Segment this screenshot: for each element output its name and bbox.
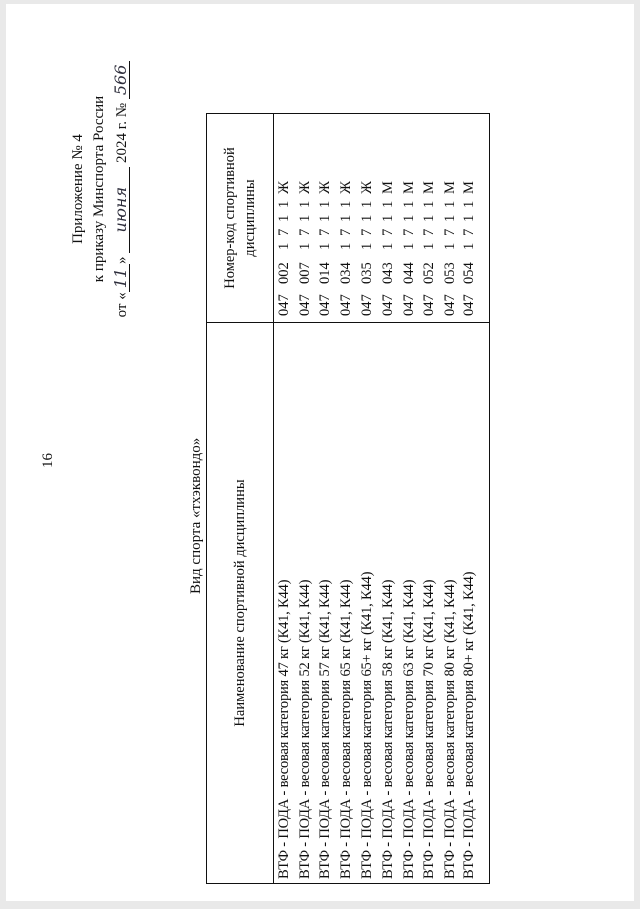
date-prefix: от « [114,292,130,318]
code-part: 7 [461,228,478,236]
code-part: 014 [317,262,334,284]
code-part: 1 [296,200,313,208]
code-part: 047 [359,294,376,316]
code-part: 7 [275,228,292,236]
code-part: 1 [359,200,376,208]
order-number-handwritten: 566 [112,61,130,100]
code-part: Ж [296,181,313,194]
code-part: 1 [442,214,459,222]
code-part: 1 [421,200,438,208]
table-row [357,114,378,884]
code-part: 1 [379,200,396,208]
code-part: 047 [338,294,355,316]
code-part: 1 [421,214,438,222]
code-part: 007 [296,262,313,284]
code-part: 7 [338,228,355,236]
code-part: 044 [400,262,417,284]
discipline-name-cell: ВТФ - ПОДА - весовая категория 80 кг (К41, К44) [440,323,461,884]
table-body [274,114,490,884]
code-part: М [400,181,417,194]
table-header-row [207,114,274,884]
code-part: 1 [461,214,478,222]
discipline-code-cell [336,114,357,323]
code-part: 047 [275,294,292,316]
code-part: 053 [442,262,459,284]
discipline-name-cell: ВТФ - ПОДА - весовая категория 65 кг (К41, К44) [336,323,357,884]
code-part: 054 [461,262,478,284]
code-part: М [461,181,478,194]
code-part: 1 [461,200,478,208]
table-row [440,114,461,884]
code-part: 1 [296,214,313,222]
date-mid: » [114,256,130,264]
code-part: 1 [461,242,478,250]
table-row [295,114,316,884]
discipline-code-cell [357,114,378,323]
appendix-date-line [112,29,133,349]
code-part: 7 [317,228,334,236]
date-month-handwritten: июня [112,167,130,253]
code-part: 034 [338,262,355,284]
code-part: 1 [296,242,313,250]
code-part: 047 [400,294,417,316]
code-part: 043 [379,262,396,284]
code-part: 1 [421,242,438,250]
date-year: 2024 г. № [114,102,130,163]
discipline-code-cell [420,114,441,323]
rotated-page [6,4,640,909]
appendix-order: к приказу Минспорта России [91,95,107,283]
discipline-code-cell [295,114,316,323]
code-part: 1 [379,242,396,250]
discipline-name-cell: ВТФ - ПОДА - весовая категория 70 кг (К41, К44) [420,323,441,884]
discipline-name-cell: ВТФ - ПОДА - весовая категория 52 кг (К41, К44) [295,323,316,884]
code-part: 1 [359,242,376,250]
code-part: 7 [359,228,376,236]
discipline-name-cell: ВТФ - ПОДА - весовая категория 47 кг (К41, К44) [274,323,295,884]
header-discipline-code [207,114,274,323]
header-discipline-name: Наименование спортивной дисциплины [207,323,274,884]
code-part: 7 [400,228,417,236]
code-part: Ж [338,181,355,194]
code-part: 1 [275,214,292,222]
code-part: Ж [359,181,376,194]
code-part: 035 [359,262,376,284]
table-row [420,114,441,884]
date-day-handwritten: 11 [112,264,130,292]
code-part: 1 [400,242,417,250]
document-sheet [6,4,634,901]
disciplines-table [206,113,490,884]
discipline-code-cell [399,114,420,323]
code-part: 1 [275,242,292,250]
header-code-line1: Номер-код спортивной [222,147,238,289]
discipline-name-cell: ВТФ - ПОДА - весовая категория 65+ кг (К41, К44) [357,323,378,884]
code-part: М [379,181,396,194]
code-part: 1 [400,200,417,208]
table-row [461,114,490,884]
code-part: 002 [275,262,292,284]
code-part: 047 [461,294,478,316]
code-part: Ж [317,181,334,194]
appendix-title: Приложение № 4 [70,134,86,244]
code-part: 7 [379,228,396,236]
table-row [399,114,420,884]
code-part: 7 [421,228,438,236]
discipline-name-cell: ВТФ - ПОДА - весовая категория 80+ кг (К41, К44) [461,323,490,884]
code-part: 1 [442,200,459,208]
code-part: 1 [400,214,417,222]
code-part: М [421,181,438,194]
discipline-code-cell [440,114,461,323]
code-part: 1 [317,200,334,208]
code-part: 1 [442,242,459,250]
code-part: 052 [421,262,438,284]
code-part: 1 [275,200,292,208]
discipline-code-cell [461,114,490,323]
discipline-code-cell [274,114,295,323]
code-part: 047 [296,294,313,316]
code-part: 1 [338,242,355,250]
code-part: 7 [442,228,459,236]
code-part: 1 [359,214,376,222]
code-part: 1 [338,200,355,208]
code-part: 047 [379,294,396,316]
code-part: 047 [317,294,334,316]
appendix-header [68,29,133,349]
table-row [378,114,399,884]
table-row [336,114,357,884]
code-part: 7 [296,228,313,236]
discipline-name-cell: ВТФ - ПОДА - весовая категория 58 кг (К41, К44) [378,323,399,884]
code-part: 1 [338,214,355,222]
code-part: М [442,181,459,194]
discipline-name-cell: ВТФ - ПОДА - весовая категория 57 кг (К41, К44) [316,323,337,884]
discipline-code-cell [378,114,399,323]
code-part: 1 [379,214,396,222]
page-number: 16 [40,453,56,468]
sport-title: Вид спорта «тхэквондо» [188,437,204,594]
code-part: 047 [421,294,438,316]
discipline-code-cell [316,114,337,323]
code-part: 1 [317,214,334,222]
table-row [274,114,295,884]
code-part: 1 [317,242,334,250]
table-row [316,114,337,884]
code-part: Ж [275,181,292,194]
header-code-line2: дисциплины [242,179,258,257]
code-part: 047 [442,294,459,316]
discipline-name-cell: ВТФ - ПОДА - весовая категория 63 кг (К41, К44) [399,323,420,884]
